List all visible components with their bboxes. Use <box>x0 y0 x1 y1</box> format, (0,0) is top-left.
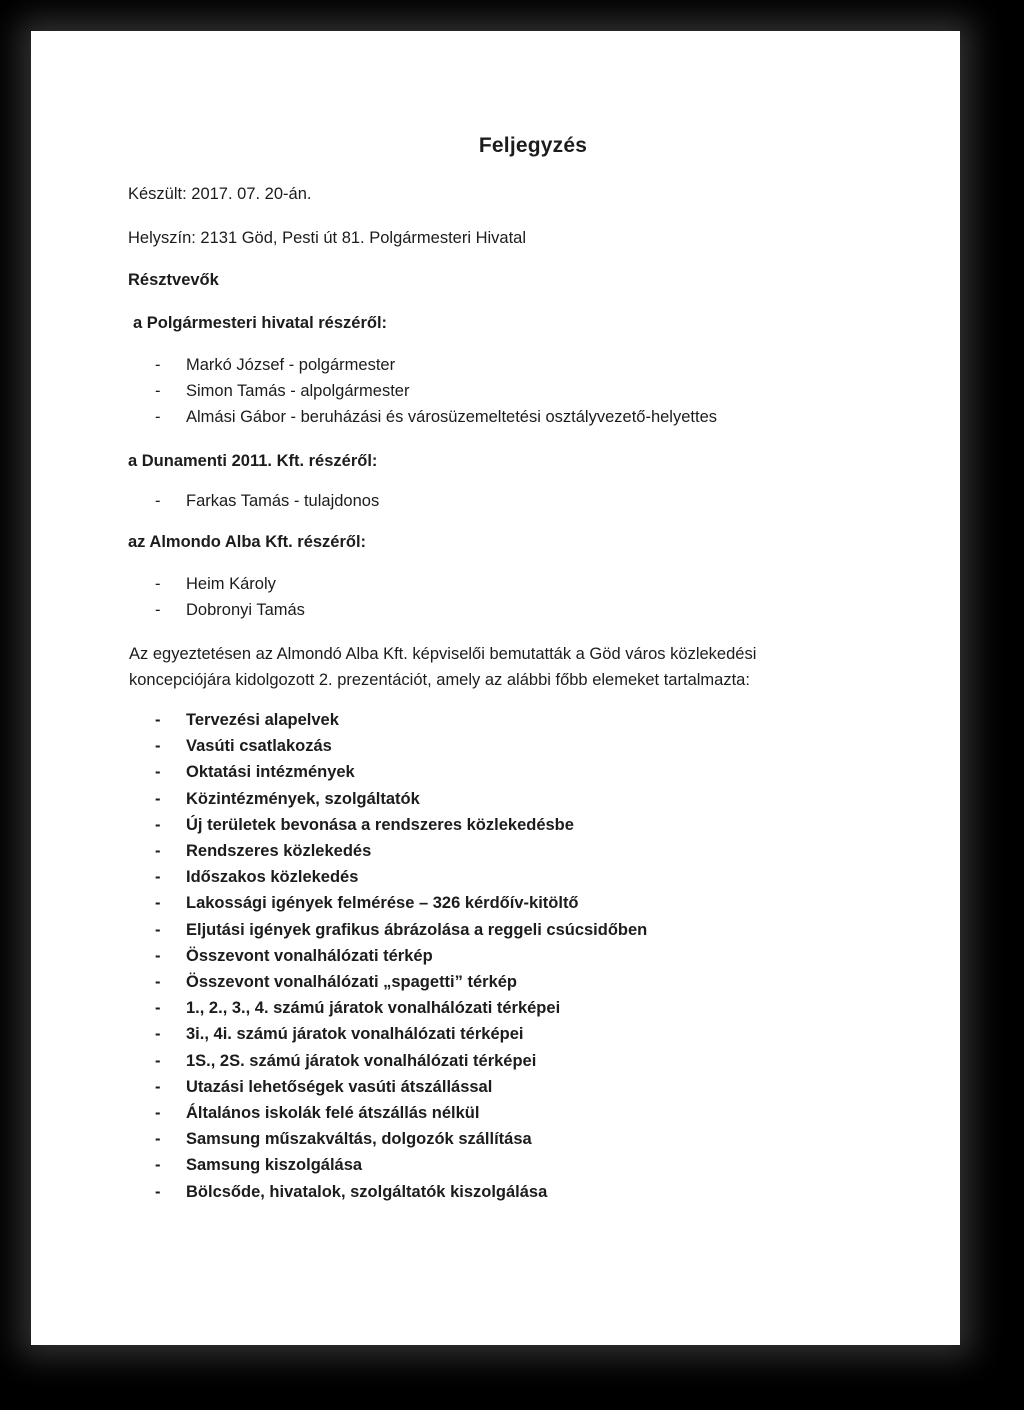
list-item <box>155 1152 647 1178</box>
member-list-polgarmesteri <box>155 352 717 431</box>
list-item <box>155 404 717 430</box>
group-heading-dunamenti: a Dunamenti 2011. Kft. részéről: <box>128 452 378 470</box>
dash-mark: - <box>155 1156 161 1175</box>
location-line: Helyszín: 2131 Göd, Pesti út 81. Polgármesteri Hivatal <box>128 229 527 247</box>
dash-mark: - <box>155 356 161 374</box>
topic-text: 3i., 4i. számú járatok vonalhálózati térképei <box>186 1025 524 1044</box>
summary-paragraph <box>129 641 829 693</box>
list-item <box>155 838 647 864</box>
topic-text: Új területek bevonása a rendszeres közlekedésbe <box>186 815 574 834</box>
dash-mark: - <box>155 815 161 834</box>
topic-text: Oktatási intézmények <box>186 763 355 782</box>
list-item <box>155 969 647 995</box>
member-list-almondo <box>155 571 305 623</box>
document-title: Feljegyzés <box>478 134 588 157</box>
dash-mark: - <box>155 711 161 729</box>
member-name: Heim Károly <box>186 575 276 593</box>
list-item <box>155 1048 647 1074</box>
member-name: Markó József - polgármester <box>186 356 396 374</box>
dash-mark: - <box>155 842 161 861</box>
member-list-dunamenti <box>155 488 379 514</box>
topic-text: Samsung műszakváltás, dolgozók szállítása <box>186 1130 532 1149</box>
participants-heading: Résztvevők <box>128 271 219 289</box>
member-name: Almási Gábor - beruházási és városüzemeltetési osztályvezető-helyettes <box>186 408 717 427</box>
topic-list <box>155 707 647 1205</box>
dash-mark: - <box>155 1025 161 1044</box>
topic-text: Összevont vonalhálózati „spagetti” térkép <box>186 973 517 992</box>
topic-text: Bölcsőde, hivatalok, szolgáltatók kiszolgálása <box>186 1182 548 1201</box>
group-heading-polgarmesteri: a Polgármesteri hivatal részéről: <box>133 314 388 332</box>
list-item <box>155 352 717 378</box>
dash-mark: - <box>155 382 161 401</box>
list-item <box>155 917 647 943</box>
list-item <box>155 597 305 623</box>
group-heading-almondo: az Almondo Alba Kft. részéről: <box>128 533 367 551</box>
list-item <box>155 571 305 597</box>
list-item <box>155 1179 647 1205</box>
topic-text: Tervezési alapelvek <box>186 711 339 729</box>
topic-text: Utazási lehetőségek vasúti átszállással <box>186 1077 493 1096</box>
topic-text: Közintézmények, szolgáltatók <box>186 789 420 808</box>
member-name: Farkas Tamás - tulajdonos <box>186 492 380 510</box>
dash-mark: - <box>155 973 161 992</box>
dash-mark: - <box>155 1051 161 1070</box>
dash-mark: - <box>155 601 161 620</box>
member-name: Dobronyi Tamás <box>186 601 305 620</box>
dash-mark: - <box>155 1130 161 1149</box>
dash-mark: - <box>155 408 161 427</box>
list-item <box>155 707 647 733</box>
dash-mark: - <box>155 575 161 593</box>
member-name: Simon Tamás - alpolgármester <box>186 382 410 401</box>
dash-mark: - <box>155 789 161 808</box>
dash-mark: - <box>155 1182 161 1201</box>
dash-mark: - <box>155 492 161 510</box>
topic-text: Rendszeres közlekedés <box>186 842 372 861</box>
summary-paragraph-line: koncepciójára kidolgozott 2. prezentációt, amely az alábbi főbb elemeket tartalmazta: <box>129 671 750 689</box>
list-item <box>155 786 647 812</box>
list-item <box>155 943 647 969</box>
dash-mark: - <box>155 894 161 913</box>
list-item <box>155 995 647 1021</box>
summary-paragraph-line: Az egyeztetésen az Almondó Alba Kft. képviselői bemutatták a Göd város közlekedési <box>129 645 757 663</box>
list-item <box>155 812 647 838</box>
topic-text: Összevont vonalhálózati térkép <box>186 946 433 965</box>
list-item <box>155 759 647 785</box>
list-item <box>155 864 647 890</box>
topic-text: Lakossági igények felmérése – 326 kérdőív-kitöltő <box>186 894 579 913</box>
topic-text: Vasúti csatlakozás <box>186 737 332 756</box>
list-item <box>155 1100 647 1126</box>
dash-mark: - <box>155 868 161 887</box>
topic-text: Samsung kiszolgálása <box>186 1156 363 1175</box>
dash-mark: - <box>155 763 161 782</box>
dash-mark: - <box>155 920 161 939</box>
topic-text: Eljutási igények grafikus ábrázolása a reggeli csúcsidőben <box>186 920 648 939</box>
list-item <box>155 488 379 514</box>
topic-text: Általános iskolák felé átszállás nélkül <box>186 1104 480 1123</box>
list-item <box>155 1074 647 1100</box>
topic-text: Időszakos közlekedés <box>186 868 359 887</box>
list-item <box>155 733 647 759</box>
dash-mark: - <box>155 737 161 756</box>
list-item <box>155 378 717 404</box>
dash-mark: - <box>155 1104 161 1123</box>
topic-text: 1S., 2S. számú járatok vonalhálózati térképei <box>186 1051 537 1070</box>
date-line: Készült: 2017. 07. 20-án. <box>128 185 312 203</box>
topic-text: 1., 2., 3., 4. számú járatok vonalhálózati térképei <box>186 999 561 1018</box>
list-item <box>155 1021 647 1047</box>
dash-mark: - <box>155 946 161 965</box>
dash-mark: - <box>155 1077 161 1096</box>
list-item <box>155 890 647 916</box>
list-item <box>155 1126 647 1152</box>
dash-mark: - <box>155 999 161 1018</box>
